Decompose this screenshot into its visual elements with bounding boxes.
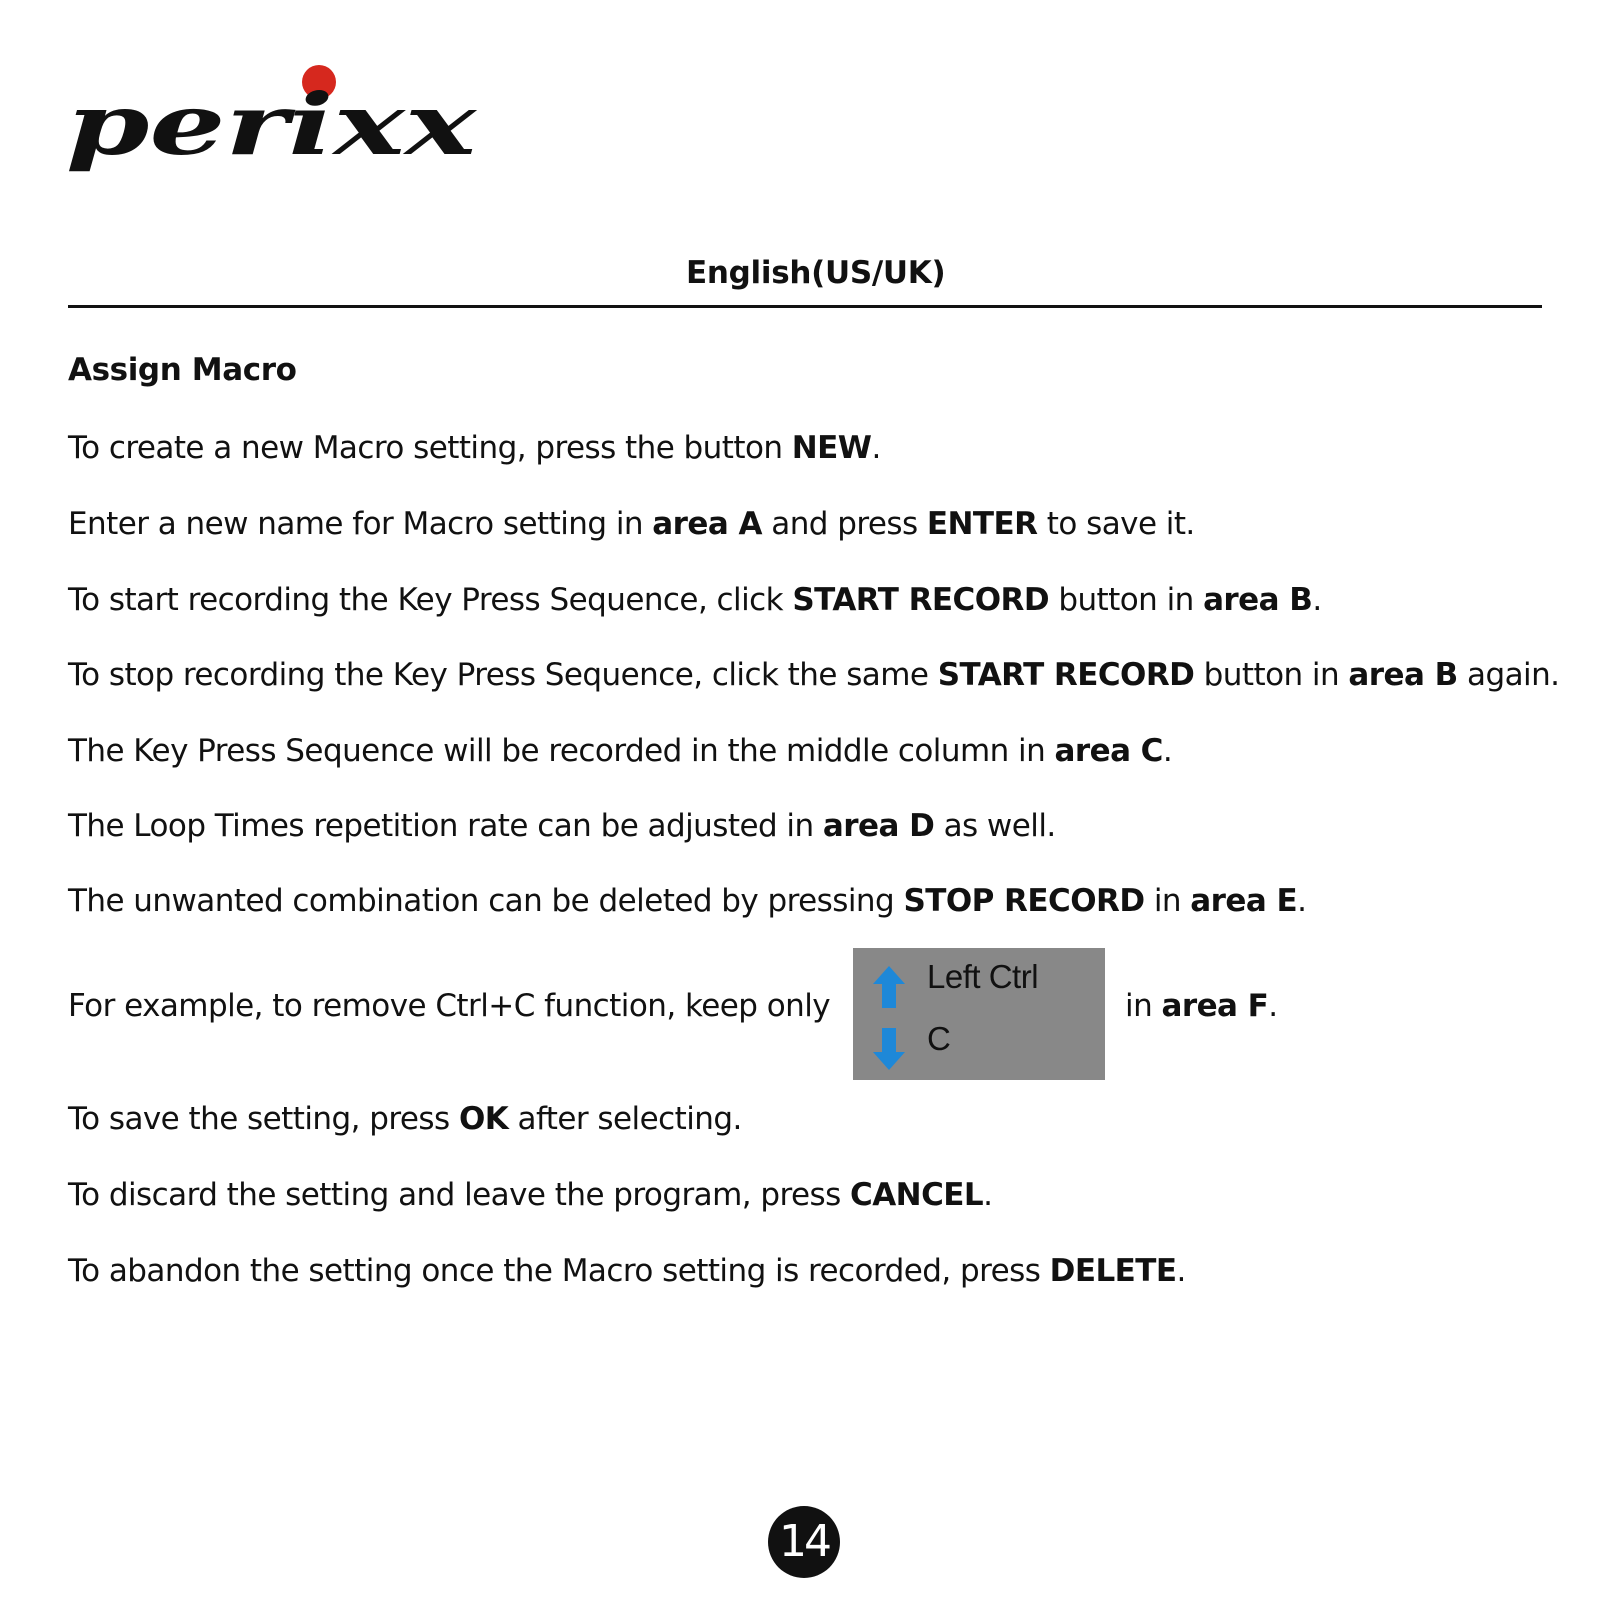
bold-term: area E [1190,883,1298,919]
bold-term: area A [652,506,762,542]
paragraph [68,1175,992,1215]
bold-term: area C [1054,733,1163,769]
text-run: to save it. [1037,506,1195,542]
text-run: again. [1457,657,1560,693]
text-run: To save the setting, press [68,1101,459,1137]
text-run: button in [1049,582,1204,618]
arrow-down-icon [871,1026,907,1072]
text-run: . [983,1177,993,1213]
perixx-logo [66,62,486,186]
bold-term: area B [1203,582,1313,618]
key-sequence-example [853,948,1105,1080]
paragraph [68,731,1172,771]
text-run: . [1268,988,1278,1024]
text-run: . [1297,883,1307,919]
paragraph [68,806,1056,846]
text-run: To start recording the Key Press Sequence, click [68,582,793,618]
paragraph [68,1099,742,1139]
bold-term: CANCEL [850,1177,984,1213]
text-run: in [1144,883,1191,919]
text-run: . [1312,582,1322,618]
paragraph [68,881,1306,921]
page-number: 14 [768,1506,840,1578]
paragraph [68,580,1322,620]
text-run: button in [1194,657,1349,693]
text-run: after selecting. [508,1101,742,1137]
text-run: The Loop Times repetition rate can be adjusted in [68,808,823,844]
bold-term: ENTER [926,506,1038,542]
bold-term: START RECORD [792,582,1050,618]
bold-term: STOP RECORD [903,883,1145,919]
example-text-after [1125,986,1278,1026]
paragraph [68,655,1559,695]
bold-term: NEW [791,430,872,466]
paragraph [68,504,1195,544]
bold-term: OK [458,1101,509,1137]
language-heading: English(US/UK) [686,255,946,291]
text-run: To stop recording the Key Press Sequence, click the same [68,657,938,693]
arrow-up-icon [871,964,907,1010]
text-run: in [1125,988,1162,1024]
text-run: as well. [934,808,1056,844]
section-title: Assign Macro [68,352,297,388]
text-run: To abandon the setting once the Macro setting is recorded, press [68,1253,1050,1289]
bold-term: START RECORD [937,657,1195,693]
text-run: For example, to remove Ctrl+C function, keep only [68,988,831,1024]
bold-term: DELETE [1049,1253,1177,1289]
bold-term: area B [1348,657,1458,693]
text-run: The Key Press Sequence will be recorded in the middle column in [68,733,1055,769]
example-text-before [68,986,830,1026]
paragraph [68,1251,1186,1291]
text-run: The unwanted combination can be deleted by pressing [68,883,904,919]
bold-term: area F [1161,988,1269,1024]
logo-text: perixx [66,75,478,174]
text-run: and press [761,506,927,542]
bold-term: area D [822,808,935,844]
key-label: C [927,1020,951,1057]
text-run: . [871,430,881,466]
key-label: Left Ctrl [927,958,1039,995]
text-run: . [1162,733,1173,769]
text-run: To create a new Macro setting, press the button [68,430,792,466]
text-run: To discard the setting and leave the program, press [68,1177,851,1213]
paragraph [68,428,881,468]
text-run: Enter a new name for Macro setting in [68,506,653,542]
text-run: . [1176,1253,1186,1289]
header-divider [68,305,1542,308]
